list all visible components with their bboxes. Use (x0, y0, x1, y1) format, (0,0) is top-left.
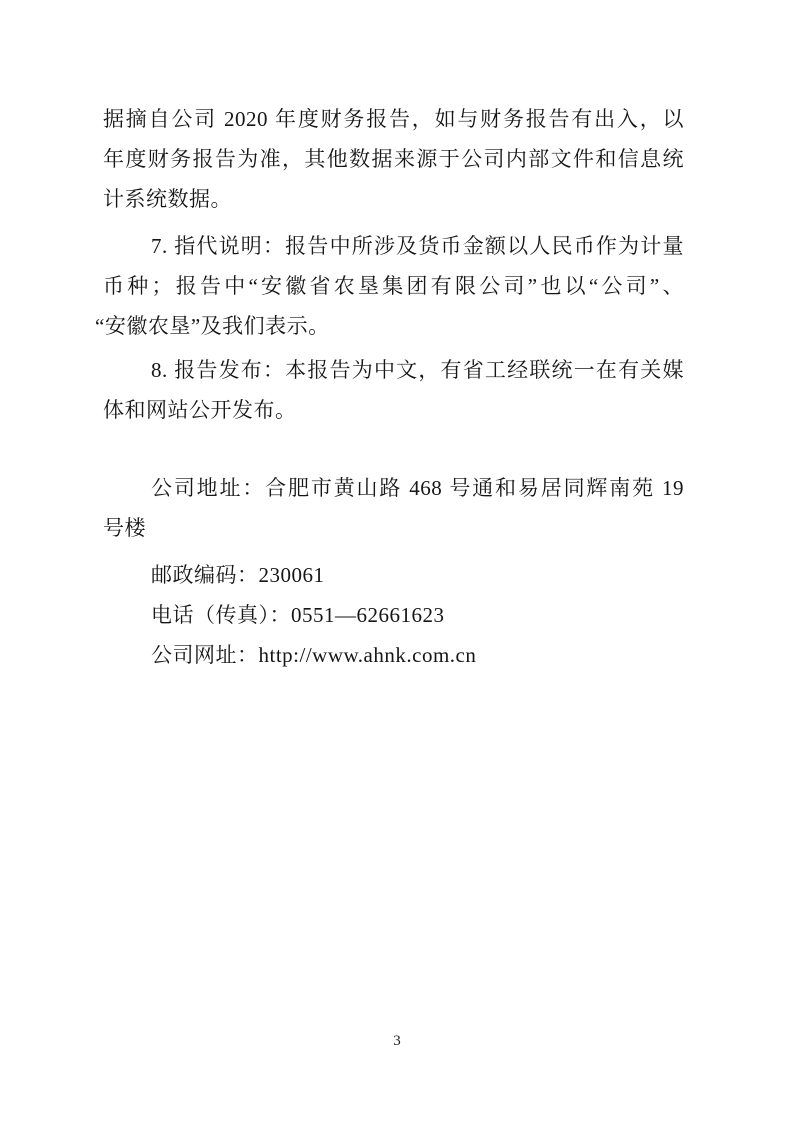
document-body (95, 99, 684, 675)
text-line: 据摘自公司 2020 年度财务报告，如与财务报告有出入，以 (103, 107, 684, 131)
paragraph-item-8-release (103, 350, 684, 430)
paragraph-website (103, 635, 684, 675)
text-line: 8. 报告发布：本报告为中文，有省工经联统一在有关媒 (151, 358, 684, 382)
paragraph-phone-fax (103, 595, 684, 635)
text-line: 公司网址：http://www.ahnk.com.cn (151, 643, 477, 667)
text-line: 7. 指代说明：报告中所涉及货币金额以人民币作为计量 (151, 234, 684, 258)
text-line: 电话（传真）：0551—62661623 (151, 603, 445, 627)
paragraph-company-address (103, 468, 684, 548)
text-line: 计系统数据。 (103, 187, 232, 211)
paragraph-data-source-note (103, 99, 684, 219)
paragraph-postal-code (103, 555, 684, 595)
text-line: 公司地址：合肥市黄山路 468 号通和易居同辉南苑 19 (151, 476, 684, 500)
text-line: 号楼 (103, 516, 146, 540)
text-line: 币种；报告中“安徽省农垦集团有限公司”也以“公司”、 (103, 274, 684, 298)
text-line: 体和网站公开发布。 (103, 398, 297, 422)
text-line: 年度财务报告为准，其他数据来源于公司内部文件和信息统 (103, 147, 684, 171)
text-line: “安徽农垦”及我们表示。 (95, 314, 330, 338)
page-number: 3 (393, 1033, 401, 1049)
paragraph-item-7-reference (95, 226, 684, 346)
text-line: 邮政编码：230061 (151, 563, 325, 587)
